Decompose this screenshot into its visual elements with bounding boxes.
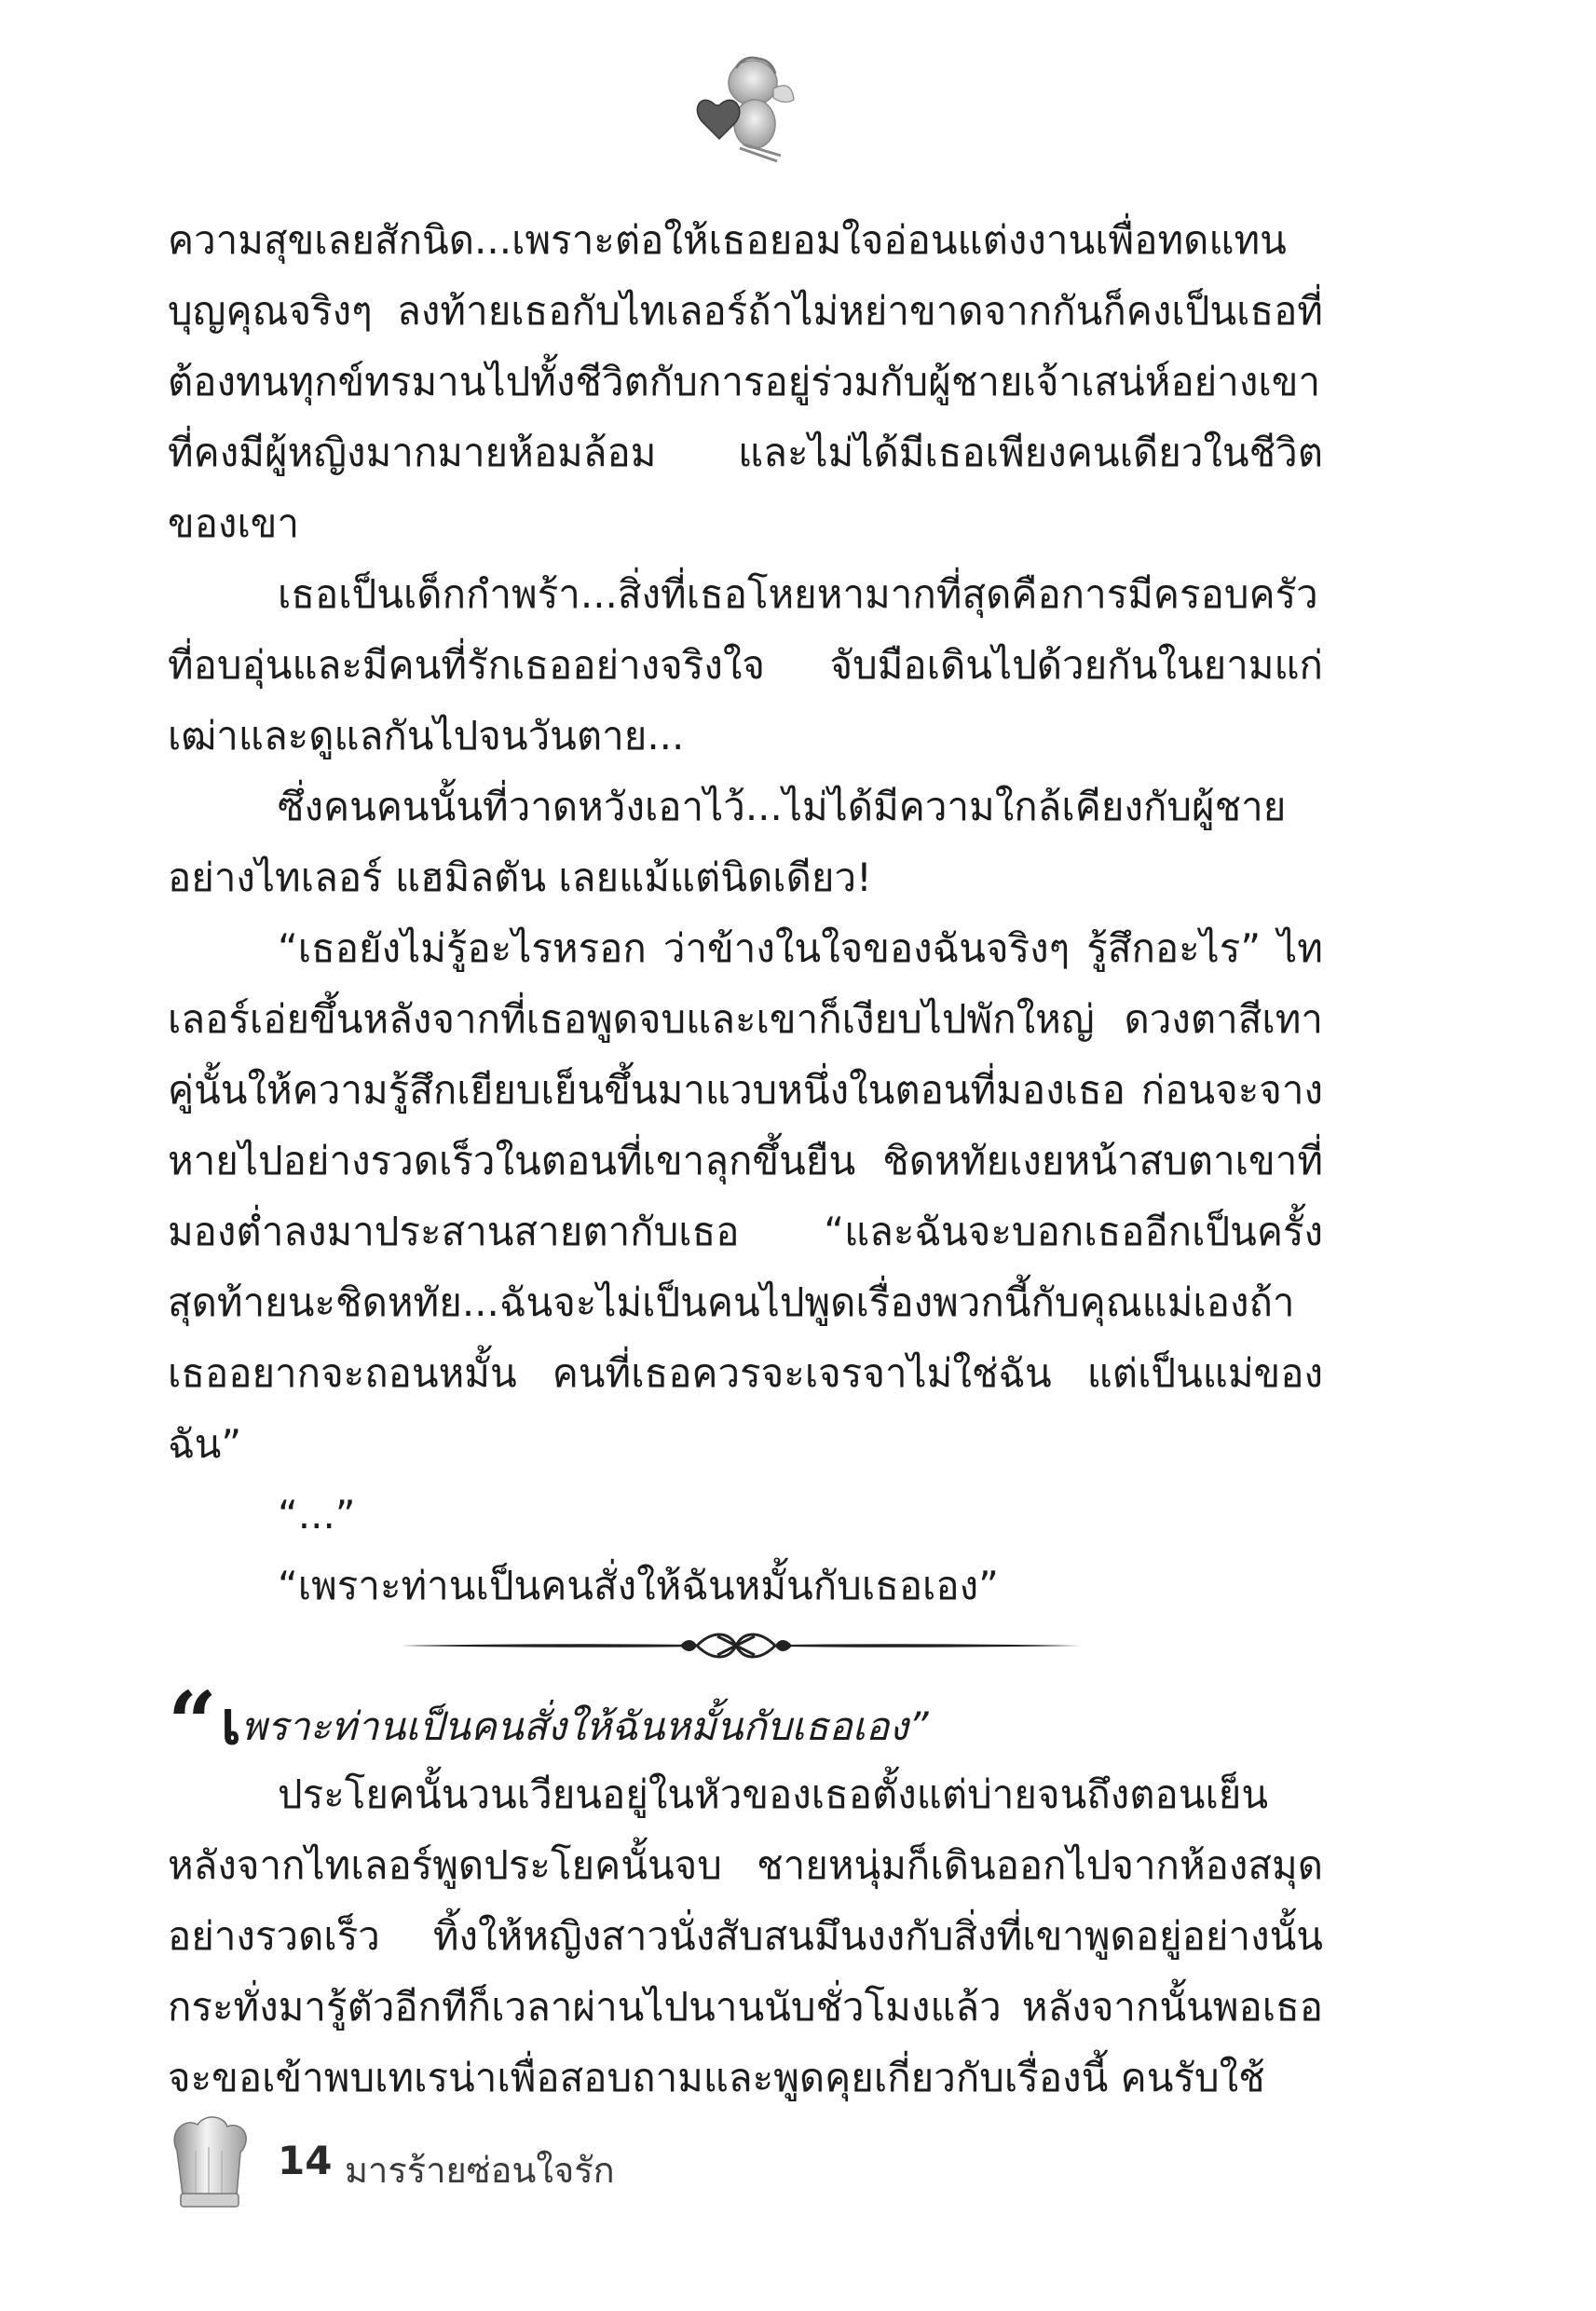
page-number: 14 bbox=[278, 2138, 333, 2183]
paragraph: ประโยคนั้นวนเวียนอยู่ในหัวของเธอตั้งแต่บ่ายจนถึงตอนเย็นหลังจากไทเลอร์พูดประโยคนั้นจบ ชายหนุ่มก็เดินออกไปจากห้องสมุดอย่างรวดเร็ว ทิ้งให้หญิงสาวนั่งสับสนมึนงงกับสิ่งที่เขาพูดอยู่อย่างนั้นกระทั่งมารู้ตัวอีกทีก็เวลาผ่านไปนานนับชั่วโมงแล้ว หลังจากนั้นพอเธอจะขอเข้าพบเทเรน่าเพื่อสอบถามและพูดคุยเกี่ยวกับเรื่องนี้ คนรับใช้ bbox=[168, 1771, 1323, 2100]
paragraph: เธอเป็นเด็กกำพร้า...สิ่งที่เธอโหยหามากที่สุดคือการมีครอบครัวที่อบอุ่นและมีคนที่รักเธออย่างจริงใจ จับมือเดินไปด้วยกันในยามแก่เฒ่าและดูแลกันไปจนวันตาย... bbox=[168, 571, 1323, 759]
chef-hat-icon bbox=[168, 2113, 250, 2210]
ornamental-divider-icon bbox=[401, 1623, 1081, 1668]
paragraph: “เธอยังไม่รู้อะไรหรอก ว่าข้างในใจของฉันจริงๆ รู้สึกอะไร” ไทเลอร์เอ่ยขึ้นหลังจากที่เธอพูดจบและเขาก็เงียบไปพักใหญ่ ดวงตาสีเทาคู่นั้นให้ความรู้สึกเยียบเย็นขึ้นมาแวบหนึ่งในตอนที่มองเธอ ก่อนจะจางหายไปอย่างรวดเร็วในตอนที่เขาลุกขึ้นยืน ชิดหทัยเงยหน้าสบตาเขาที่มองต่ำลงมาประสานสายตากับเธอ “และฉันจะบอกเธออีกเป็นครั้งสุดท้ายนะชิดหทัย...ฉันจะไม่เป็นคนไปพูดเรื่องพวกนี้กับคุณแม่เองถ้าเธออยากจะถอนหมั้น คนที่เธอควรจะเจรจาไม่ใช่ฉัน แต่เป็นแม่ของฉัน” bbox=[168, 925, 1323, 1467]
paragraph: “เพราะท่านเป็นคนสั่งให้ฉันหมั้นกับเธอเอง” bbox=[278, 1563, 999, 1608]
body-text bbox=[168, 205, 1323, 1621]
decorative-quote-mark: “ bbox=[168, 1673, 217, 1773]
paragraph: ซึ่งคนคนนั้นที่วาดหวังเอาไว้...ไม่ได้มีความใกล้เคียงกับผู้ชายอย่างไทเลอร์ แฮมิลตัน เลยแม้แต่นิดเดียว! bbox=[168, 784, 1287, 900]
book-title: มารร้ายซ่อนใจรัก bbox=[345, 2150, 615, 2191]
drop-letter: เ bbox=[220, 1689, 241, 1758]
paragraph: ความสุขเลยสักนิด...เพราะต่อให้เธอยอมใจอ่อนแต่งงานเพื่อทดแทนบุญคุณจริงๆ ลงท้ายเธอกับไทเลอร์ถ้าไม่หย่าขาดจากกันก็คงเป็นเธอที่ต้องทนทุกข์ทรมานไปทั้งชีวิตกับการอยู่ร่วมกับผู้ชายเจ้าเสน่ห์อย่างเขาที่คงมีผู้หญิงมากมายห้อมล้อม และไม่ได้มีเธอเพียงคนเดียวในชีวิตของเขา bbox=[168, 217, 1323, 546]
page-footer bbox=[168, 2113, 820, 2210]
paragraph: “...” bbox=[278, 1492, 356, 1538]
opening-quote-text: พราะท่านเป็นคนสั่งให้ฉันหมั้นกับเธอเอง” bbox=[240, 1703, 929, 1749]
opening-quote bbox=[168, 1673, 1323, 1773]
body-text-continued bbox=[168, 1759, 1323, 2113]
cupid-with-heart-icon bbox=[688, 51, 798, 163]
